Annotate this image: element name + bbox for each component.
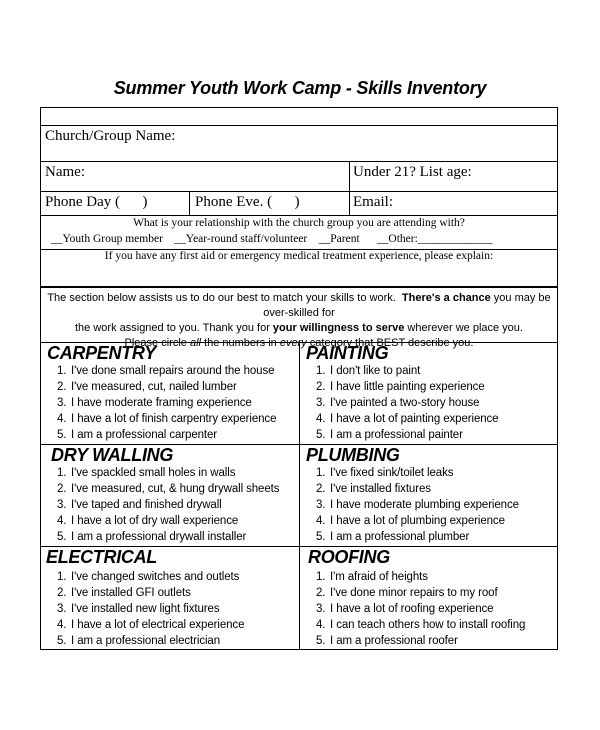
section-title: ROOFING (308, 547, 390, 567)
page-title: Summer Youth Work Camp - Skills Inventory (113, 78, 487, 98)
list-item[interactable]: 5. I am a professional plumber (316, 531, 470, 543)
list-item[interactable]: 5. I am a professional carpenter (57, 429, 218, 441)
list-item[interactable]: 3. I've painted a two-story house (316, 397, 480, 409)
list-item[interactable]: 5. I am a professional drywall installer (57, 531, 247, 543)
skills-grid (40, 342, 558, 650)
phone-day-field[interactable]: Phone Day ( ) (45, 194, 148, 210)
instructions-line-1: The section below assists us to do our best to match your skills to work. There's a chance you may be over-skilled for (47, 292, 551, 319)
church-group-field[interactable]: Church/Group Name: (45, 128, 176, 144)
list-item[interactable]: 2. I've measured, cut, nailed lumber (57, 381, 237, 393)
list-item[interactable]: 2. I have little painting experience (316, 381, 485, 393)
section-title: PLUMBING (306, 445, 400, 465)
list-item[interactable]: 1. I don't like to paint (316, 365, 421, 377)
relationship-question: What is your relationship with the church group you are attending with? (133, 217, 465, 229)
list-item[interactable]: 3. I've installed new light fixtures (57, 603, 220, 615)
list-item[interactable]: 1. I've spackled small holes in walls (57, 467, 236, 479)
list-item[interactable]: 2. I've done minor repairs to my roof (316, 587, 498, 599)
first-aid-question[interactable]: If you have any first aid or emergency medical treatment experience, please explain: (104, 250, 494, 262)
divider (41, 161, 557, 162)
section-title: ELECTRICAL (46, 547, 157, 567)
list-item[interactable]: 4. I have a lot of plumbing experience (316, 515, 505, 527)
name-field[interactable]: Name: (45, 164, 85, 180)
phone-eve-field[interactable]: Phone Eve. ( ) (195, 194, 300, 210)
list-item[interactable]: 5. I am a professional electrician (57, 635, 221, 647)
list-item[interactable]: 2. I've measured, cut, & hung drywall sheets (57, 483, 280, 495)
list-item[interactable]: 3. I have moderate plumbing experience (316, 499, 519, 511)
list-item[interactable]: 3. I've taped and finished drywall (57, 499, 222, 511)
section-painting (300, 343, 557, 444)
age-field[interactable]: Under 21? List age: (353, 164, 472, 180)
list-item[interactable]: 1. I've fixed sink/toilet leaks (316, 467, 454, 479)
section-title: CARPENTRY (47, 343, 156, 363)
divider (41, 125, 557, 126)
list-item[interactable]: 1. I've changed switches and outlets (57, 571, 240, 583)
divider (41, 215, 557, 216)
section-plumbing (300, 445, 557, 546)
list-item[interactable]: 2. I've installed GFI outlets (57, 587, 191, 599)
list-item[interactable]: 1. I've done small repairs around the house (57, 365, 275, 377)
section-title: DRY WALLING (51, 445, 174, 465)
list-item[interactable]: 2. I've installed fixtures (316, 483, 431, 495)
section-drywalling (41, 445, 299, 546)
list-item[interactable]: 4. I have a lot of painting experience (316, 413, 499, 425)
relationship-options[interactable]: __Youth Group member __Year-round staff/volunteer __Parent __Other:_____________ (51, 233, 493, 245)
instructions-line-3: Please circle all the numbers in every category that BEST describe you. (124, 337, 474, 349)
email-field[interactable]: Email: (353, 194, 393, 210)
divider (41, 191, 557, 192)
list-item[interactable]: 5. I am a professional roofer (316, 635, 458, 647)
divider (189, 191, 190, 215)
list-item[interactable]: 3. I have a lot of roofing experience (316, 603, 494, 615)
list-item[interactable]: 4. I can teach others how to install roofing (316, 619, 526, 631)
instructions-box (40, 287, 558, 349)
divider (349, 161, 350, 215)
list-item[interactable]: 4. I have a lot of dry wall experience (57, 515, 239, 527)
list-item[interactable]: 3. I have moderate framing experience (57, 397, 252, 409)
list-item[interactable]: 4. I have a lot of electrical experience (57, 619, 245, 631)
section-title: PAINTING (306, 343, 389, 363)
personal-info-table (40, 107, 558, 287)
section-roofing (300, 547, 557, 649)
list-item[interactable]: 4. I have a lot of finish carpentry experience (57, 413, 277, 425)
section-electrical (41, 547, 299, 649)
section-carpentry (41, 343, 299, 444)
list-item[interactable]: 1. I'm afraid of heights (316, 571, 428, 583)
list-item[interactable]: 5. I am a professional painter (316, 429, 463, 441)
instructions-line-2: the work assigned to you. Thank you for your willingness to serve wherever we place you. (75, 322, 523, 334)
